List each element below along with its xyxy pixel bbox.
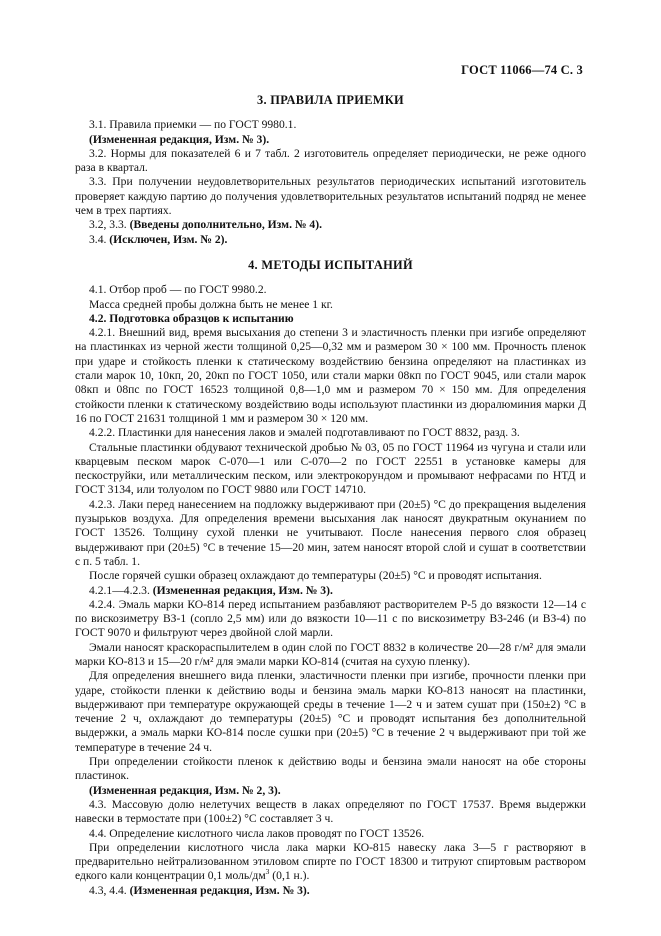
clause-3-3: 3.3. При получении неудовлетворительных результатов периодических испытаний изготовитель проверяет каждую партию до получения удовлетворительных результатов испытаний подряд не менее чем в трех партиях.: [75, 175, 586, 218]
amendment-lead: 3.2, 3.3.: [89, 218, 130, 232]
clause-3-2: 3.2. Нормы для показателей 6 и 7 табл. 2 изготовитель определяет периодически, не реже одного раза в квартал.: [75, 146, 586, 175]
amendment-lead: 4.3, 4.4.: [89, 883, 130, 897]
clause-4-2-3: 4.2.3. Лаки перед нанесением на подложку выдерживают при (20±5) °С до прекращения выделения пузырьков воздуха. Для определения времени высыхания лак наносят двукратным окунанием по ГОСТ 13526. Толщину сухой пленки не учитывают. После нанесения первого слоя образец выдерживают при (20±5) °С в течение 15—20 мин, затем наносят второй слой и сушат в соответствии с п. 5 табл. 1.: [75, 497, 586, 568]
clause-4-1-mass: Масса средней пробы должна быть не менее 1 кг.: [89, 297, 333, 311]
clause-4-4: 4.4. Определение кислотного числа лаков проводят по ГОСТ 13526.: [89, 826, 425, 840]
amendment-note: (Введены дополнительно, Изм. № 4).: [129, 218, 322, 232]
clause-4-2-4-drying: Для определения внешнего вида пленки, эластичности пленки при изгибе, прочности пленки при ударе, стойкости пленки к действию воды и бензина эмаль марки КО-813 наносят на пластинки, выдерживают при температуре окружающей среды в течение 1—2 ч и затем сушат при (150±2) °С в течение 2 ч, охлаждают до температуры (20±5) °С и проводят испытания без дополнительной выдержки, а эмаль марки КО-814 после сушки при (20±5) °С в течение 2 ч выдерживают при той же температуре в течение 24 ч.: [75, 669, 586, 754]
clause-4-2-4-amendment: (Измененная редакция, Изм. № 2, 3).: [89, 783, 281, 797]
procedure-text-end: (0,1 н.).: [269, 869, 310, 883]
clause-4-3-4-amendment: [75, 884, 586, 898]
clause-4-2-4-application: Эмали наносят краскораспылителем в один слой по ГОСТ 8832 в количестве 20—28 г/м² для эмали марки КО-813 и 15—20 г/м² для эмали марки КО-814 (считая на сухую пленку).: [75, 640, 586, 668]
amendment-note: (Измененная редакция, Изм. № 3).: [152, 583, 333, 597]
amendment-note: (Измененная редакция, Изм. № 3).: [129, 883, 310, 897]
clause-4-2-4: 4.2.4. Эмаль марки КО-814 перед испытанием разбавляют растворителем Р-5 до вязкости 12—14 с по вискозиметру ВЗ-1 (сопло 2,5 мм) или до вязкости 10—11 с по вискозиметру ВЗ-246 (и ВЗ-4) по ГОСТ 9070 и фильтруют через двойной слой марли.: [75, 597, 586, 640]
clause-3-4: [75, 233, 586, 247]
clause-4-2-3-cooling: После горячей сушки образец охлаждают до температуры (20±5) °С и проводят испытания.: [89, 569, 542, 583]
clause-3-1-amendment: (Измененная редакция, Изм. № 3).: [89, 132, 270, 146]
clause-4-1: 4.1. Отбор проб — по ГОСТ 9980.2.: [89, 283, 267, 297]
running-header: ГОСТ 11066—74 С. 3: [461, 63, 583, 77]
clause-3-1: 3.1. Правила приемки — по ГОСТ 9980.1.: [89, 118, 297, 132]
clause-4-2-1: 4.2.1. Внешний вид, время высыхания до степени 3 и эластичность пленки при изгибе определяют на пластинках из черной жести толщиной 0,25—0,32 мм и размером 30 × 100 мм. Прочность пленок при ударе и стойкость пленки к статическому воздействию бензина определяют на пластинках из стали марок 10, 10кп, 20, 20кп по ГОСТ 1050, или стали марки 08кп по ГОСТ 9045, или стали марок 08кп и 08пс по ГОСТ 16523 толщиной 0,8—1,0 мм и размером 70 × 150 мм. Для определения стойкости пленки к статическому воздействию воды используют пластинки из дюралюминия марки Д 16 по ГОСТ 21631 толщиной 1 мм и размером 30 × 120 мм.: [75, 326, 586, 425]
clause-3-2-3-amendment: [75, 218, 586, 232]
amendment-note: (Исключен, Изм. № 2).: [109, 232, 228, 246]
clause-4-2-title: 4.2. Подготовка образцов к испытанию: [89, 311, 294, 325]
clause-4-2-1-3-amendment: [75, 584, 586, 598]
clause-4-2-4-both-sides: При определении стойкости пленок к действию воды и бензина эмали наносят на обе стороны пластинок.: [75, 755, 586, 783]
clause-4-4-procedure: [75, 841, 586, 884]
clause-4-3: 4.3. Массовую долю нелетучих веществ в лаках определяют по ГОСТ 17537. Время выдержки навески в термостате при (100±2) °С составляет 3 ч.: [75, 797, 586, 826]
section-3-heading: 3. ПРАВИЛА ПРИЕМКИ: [257, 93, 404, 107]
section-4-heading: 4. МЕТОДЫ ИСПЫТАНИЙ: [248, 257, 413, 272]
amendment-lead: 3.4.: [89, 232, 110, 246]
amendment-lead: 4.2.1—4.2.3.: [89, 583, 153, 597]
page-content: [75, 89, 586, 898]
procedure-text: При определении кислотного числа лака марки КО-815 навеску лака 3—5 г растворяют в предварительно нейтрализованном этиловом спирте по ГОСТ 18300 и титруют спиртовым раствором едкого кали концентрации 0,1 моль/дм: [75, 840, 586, 883]
unit-exponent: 3: [265, 867, 270, 877]
clause-4-2-2-steel: Стальные пластинки обдувают технической дробью № 03, 05 по ГОСТ 11964 из чугуна и стали или кварцевым песком марок С-070—1 или С-070—2 по ГОСТ 22551 в установке камеры для пескоструйки, или металлическим песком, или электрокорундом и промывают нефрасами по НТД и ГОСТ 3134, или толуолом по ГОСТ 9880 или ГОСТ 14710.: [75, 440, 586, 497]
clause-4-2-2: 4.2.2. Пластинки для нанесения лаков и эмалей подготавливают по ГОСТ 8832, разд. 3.: [89, 426, 520, 440]
